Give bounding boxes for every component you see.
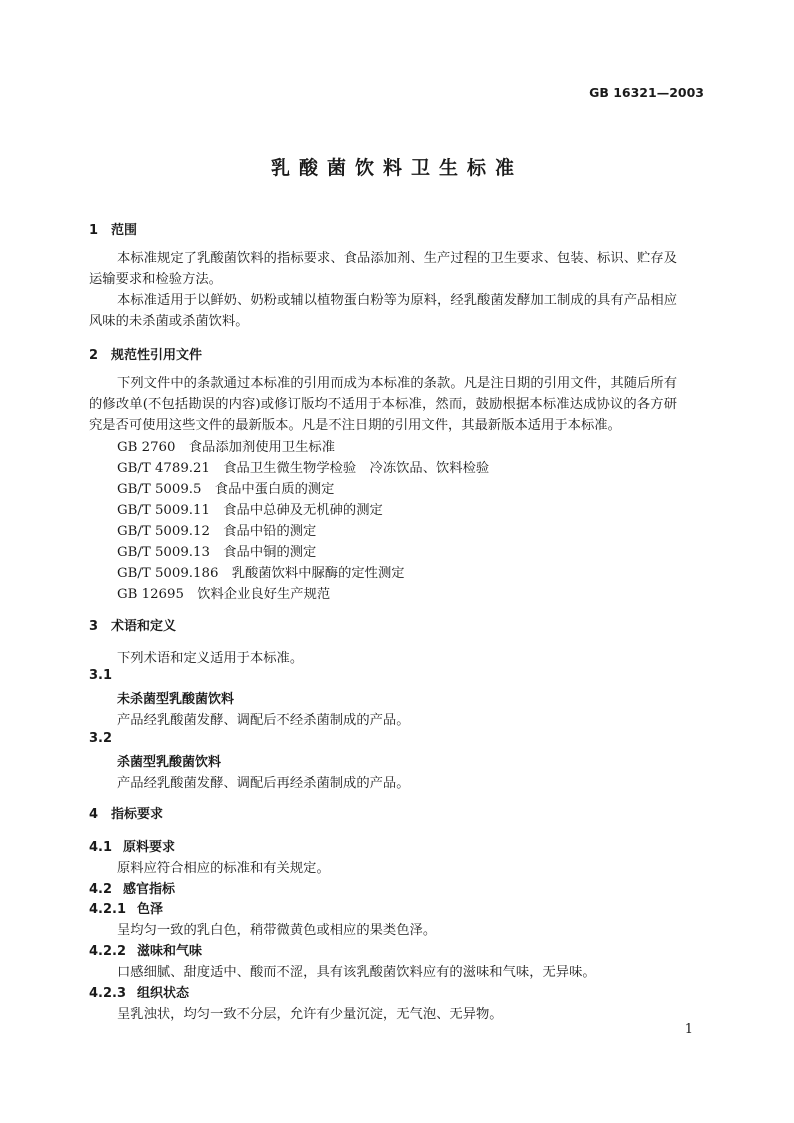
- section-title: 术语和定义: [111, 619, 177, 634]
- section-number: 2: [89, 348, 99, 363]
- subsection-4-2-1-heading: [89, 898, 163, 917]
- subsection-title: 组织状态: [137, 986, 190, 1001]
- page-number: 1: [684, 1022, 693, 1037]
- term-number: 3.1: [89, 668, 113, 683]
- term-name: 未杀菌型乳酸菌饮料: [117, 692, 235, 707]
- reference-item: GB 2760 食品添加剂使用卫生标准: [117, 440, 336, 455]
- subsection-number: 4.2: [89, 882, 113, 897]
- subsection-title: 色泽: [137, 902, 164, 917]
- section-title: 规范性引用文件: [111, 348, 203, 363]
- reference-item: GB/T 5009.13 食品中铜的测定: [117, 545, 317, 560]
- term-definition: 产品经乳酸菌发酵、调配后不经杀菌制成的产品。: [117, 713, 410, 728]
- subsection-number: 4.2.3: [89, 986, 127, 1001]
- subsection-title: 感官指标: [123, 882, 176, 897]
- subsection-title: 原料要求: [123, 840, 176, 855]
- paragraph: 呈均匀一致的乳白色，稍带微黄色或相应的果类色泽。: [117, 923, 437, 938]
- subsection-number: 4.2.2: [89, 944, 127, 959]
- paragraph: 下列文件中的条款通过本标准的引用而成为本标准的条款。凡是注日期的引用文件，其随后所有的修改单(不包括勘误的内容)或修订版均不适用于本标准，然而，鼓励根据本标准达成协议的各方研究是否可使用这些文件的最新版本。凡是不注日期的引用文件，其最新版本适用于本标准。: [89, 376, 677, 433]
- section-number: 3: [89, 619, 99, 634]
- paragraph: 呈乳浊状，均匀一致不分层，允许有少量沉淀，无气泡、无异物。: [117, 1007, 503, 1022]
- term-name: 杀菌型乳酸菌饮料: [117, 755, 222, 770]
- reference-item: GB/T 4789.21 食品卫生微生物学检验 冷冻饮品、饮料检验: [117, 461, 490, 476]
- paragraph: 本标准适用于以鲜奶、奶粉或辅以植物蛋白粉等为原料，经乳酸菌发酵加工制成的具有产品相应风味的未杀菌或杀菌饮料。: [89, 293, 677, 329]
- reference-item: GB 12695 饮料企业良好生产规范: [117, 587, 331, 602]
- section-title: 指标要求: [111, 807, 164, 822]
- section-number: 1: [89, 223, 99, 238]
- term-number: 3.2: [89, 731, 113, 746]
- section-number: 4: [89, 807, 99, 822]
- subsection-number: 4.1: [89, 840, 113, 855]
- subsection-number: 4.2.1: [89, 902, 127, 917]
- subsection-title: 滋味和气味: [137, 944, 203, 959]
- term-definition: 产品经乳酸菌发酵、调配后再经杀菌制成的产品。: [117, 776, 410, 791]
- page-title: 乳酸菌饮料卫生标准: [270, 157, 523, 179]
- subsection-4-1-heading: [89, 836, 175, 855]
- subsection-4-2-heading: [89, 878, 175, 897]
- section-title: 范围: [111, 223, 138, 238]
- paragraph: 本标准规定了乳酸菌饮料的指标要求、食品添加剂、生产过程的卫生要求、包装、标识、贮存及运输要求和检验方法。: [89, 251, 677, 287]
- paragraph: 下列术语和定义适用于本标准。: [117, 651, 304, 666]
- standard-number: GB 16321—2003: [589, 85, 704, 100]
- section-4-heading: [89, 803, 163, 822]
- paragraph: 口感细腻、甜度适中、酸而不涩，具有该乳酸菌饮料应有的滋味和气味，无异味。: [117, 965, 596, 980]
- section-1-heading: [89, 219, 137, 238]
- reference-item: GB/T 5009.5 食品中蛋白质的测定: [117, 482, 335, 497]
- section-2-heading: [89, 344, 202, 363]
- reference-item: GB/T 5009.12 食品中铅的测定: [117, 524, 317, 539]
- paragraph: 原料应符合相应的标准和有关规定。: [117, 861, 330, 876]
- subsection-4-2-3-heading: [89, 982, 189, 1001]
- reference-item: GB/T 5009.186 乳酸菌饮料中脲酶的定性测定: [117, 566, 405, 581]
- section-3-heading: [89, 615, 176, 634]
- subsection-4-2-2-heading: [89, 940, 202, 959]
- reference-item: GB/T 5009.11 食品中总砷及无机砷的测定: [117, 503, 383, 518]
